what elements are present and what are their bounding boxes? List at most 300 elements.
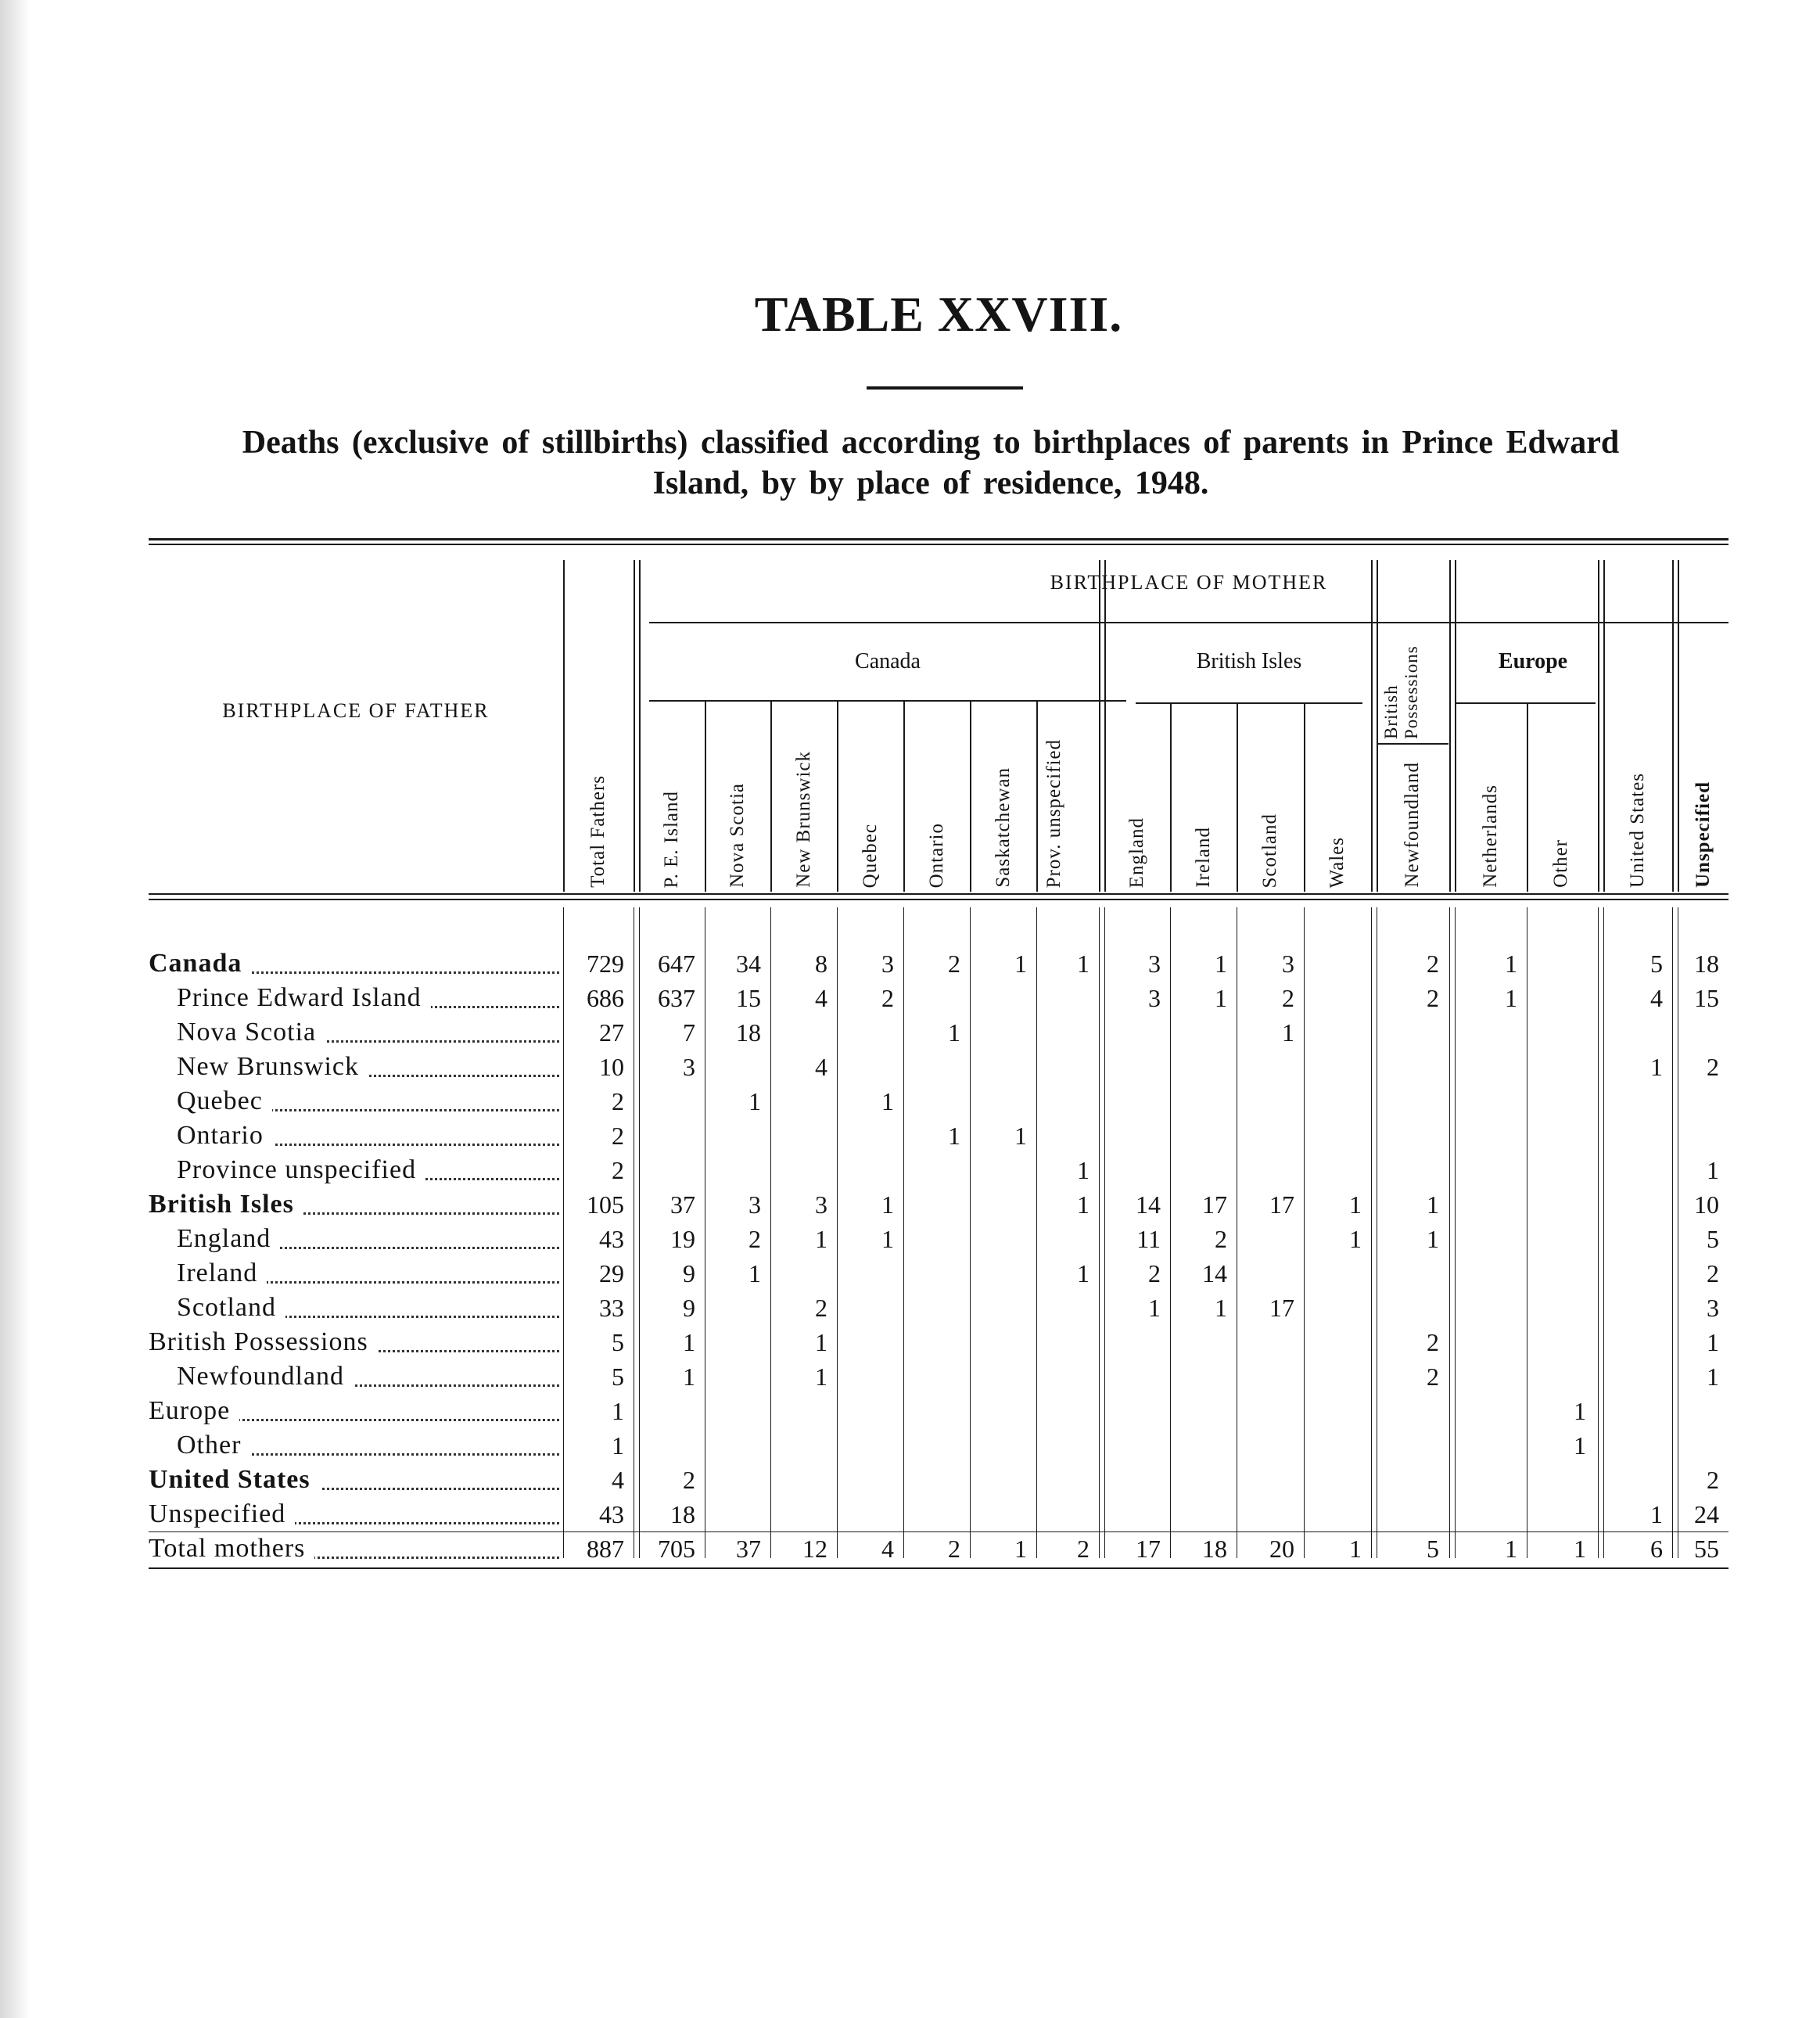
table-row (149, 1497, 1728, 1531)
table-cell: 3 (881, 950, 894, 978)
table-cell: 686 (587, 984, 624, 1012)
table-cell (837, 1428, 903, 1463)
table-cell: 2 (1427, 1328, 1439, 1356)
table-cell (1527, 1050, 1596, 1084)
table-cell (1036, 1119, 1099, 1153)
table-cell (770, 1119, 837, 1153)
table-cell: 887 (587, 1535, 624, 1563)
table-cell (970, 1291, 1036, 1325)
table-cell (903, 981, 970, 1015)
table-cell: 3 (1707, 1294, 1719, 1322)
table-row (149, 1187, 1728, 1222)
table-cell (1104, 1015, 1170, 1050)
table-cell: 3 (1148, 984, 1161, 1012)
table-cell: 10 (1694, 1190, 1719, 1219)
table-cell: 29 (599, 1259, 624, 1287)
table-cell: 10 (599, 1053, 624, 1081)
table-cell (1304, 1463, 1371, 1497)
table-cell: 3 (683, 1053, 695, 1081)
table-cell: 2 (1427, 1363, 1439, 1391)
table-cell: 1 (683, 1328, 695, 1356)
table-cell (837, 1050, 903, 1084)
table-row (149, 1050, 1728, 1084)
table-cell (1603, 1015, 1672, 1050)
table-cell: 1 (1215, 984, 1227, 1012)
table-cell: 2 (1427, 984, 1439, 1012)
table-cell (903, 1359, 970, 1394)
row-label (177, 1359, 559, 1394)
table-cell (1170, 1084, 1237, 1119)
table-cell (1377, 1050, 1448, 1084)
table-cell: 2 (1427, 950, 1439, 978)
table-cell (1603, 1359, 1672, 1394)
column-header-label: Nova Scotia (727, 783, 748, 888)
table-cell (770, 1394, 837, 1428)
table-cell (970, 1084, 1036, 1119)
table-cell: 1 (948, 1122, 960, 1150)
table-cell (1603, 1187, 1672, 1222)
table-cell (1237, 1325, 1304, 1359)
table-cell: 1 (1707, 1156, 1719, 1184)
row-label-text: Canada (149, 949, 251, 978)
table-cell (970, 1497, 1036, 1531)
title-rule (867, 386, 1023, 390)
table-cell (1527, 1119, 1596, 1153)
table-cell (1237, 1119, 1304, 1153)
table-cell (770, 1463, 837, 1497)
table-cell: 18 (1202, 1535, 1227, 1563)
table-cell: 4 (815, 984, 827, 1012)
table-cell: 4 (1650, 984, 1663, 1012)
column-header-0 (563, 684, 634, 888)
column-header-12 (1377, 747, 1448, 888)
table-cell (1304, 1497, 1371, 1531)
table-cell: 14 (1202, 1259, 1227, 1287)
table-cell (970, 1050, 1036, 1084)
table-cell (837, 1497, 903, 1531)
table-cell: 4 (881, 1535, 894, 1563)
column-header-label: Saskatchewan (992, 767, 1014, 888)
table-cell: 14 (1136, 1190, 1161, 1219)
table-cell (1170, 1359, 1237, 1394)
header-bottom-rule (149, 893, 1728, 895)
group-british-isles: British Isles (1196, 649, 1302, 673)
column-header-label: Scotland (1259, 813, 1280, 888)
table-row (149, 1119, 1728, 1153)
table-cell (1603, 1463, 1672, 1497)
table-cell (837, 1325, 903, 1359)
table-row (149, 1394, 1728, 1428)
table-cell: 19 (670, 1225, 695, 1253)
table-cell (1527, 1222, 1596, 1256)
table-cell (837, 1153, 903, 1187)
group-british-possessions-label: British Possessions (1381, 645, 1421, 739)
table-cell: 1 (1505, 950, 1517, 978)
table-cell (1304, 1050, 1371, 1084)
table-cell (1455, 1359, 1527, 1394)
table-cell (1603, 1256, 1672, 1291)
table-cell (1527, 981, 1596, 1015)
table-cell (1036, 1325, 1099, 1359)
table-cell (705, 1359, 770, 1394)
table-row (149, 1256, 1728, 1291)
table-cell: 5 (1650, 950, 1663, 978)
table-cell (903, 1222, 970, 1256)
table-cell (1304, 1119, 1371, 1153)
table-cell: 1 (815, 1328, 827, 1356)
table-cell: 2 (1707, 1053, 1719, 1081)
table-cell (1603, 1153, 1672, 1187)
table-cell: 37 (736, 1535, 761, 1563)
table-cell (1237, 1463, 1304, 1497)
column-separator-double (1672, 560, 1674, 892)
row-label-text: British Isles (149, 1190, 303, 1219)
column-header-11 (1304, 684, 1371, 888)
row-label (177, 1119, 559, 1153)
row-label-text: United States (149, 1465, 320, 1494)
table-cell (1170, 1428, 1237, 1463)
total-row-rule (149, 1531, 1728, 1532)
table-cell: 1 (948, 1018, 960, 1047)
table-cell (770, 1256, 837, 1291)
row-label (149, 946, 559, 981)
table-cell (1104, 1119, 1170, 1153)
table-cell: 20 (1269, 1535, 1294, 1563)
table-cell (1304, 981, 1371, 1015)
table-cell (970, 1153, 1036, 1187)
table-cell: 2 (612, 1087, 624, 1115)
table-cell (639, 1394, 705, 1428)
table-cell (1170, 1463, 1237, 1497)
table-cell: 2 (815, 1294, 827, 1322)
table-cell: 1 (1077, 1190, 1089, 1219)
table-cell (1036, 1463, 1099, 1497)
table-row (149, 1084, 1728, 1119)
table-cell (1455, 1291, 1527, 1325)
table-cell (1237, 1359, 1304, 1394)
table-row (149, 1015, 1728, 1050)
table-caption (149, 422, 1713, 504)
table-cell: 1 (1077, 950, 1089, 978)
table-cell: 17 (1202, 1190, 1227, 1219)
row-label (149, 1187, 559, 1222)
table-cell: 1 (815, 1225, 827, 1253)
column-header-label: New Brunswick (792, 751, 814, 888)
row-label (149, 1463, 559, 1497)
table-cell (705, 1394, 770, 1428)
column-separator-double (1598, 560, 1599, 892)
table-cell (1455, 1187, 1527, 1222)
table-cell: 1 (815, 1363, 827, 1391)
table-cell: 9 (683, 1259, 695, 1287)
table-cell (639, 1119, 705, 1153)
table-cell: 1 (1505, 1535, 1517, 1563)
row-label (177, 1256, 559, 1291)
row-label (177, 1084, 559, 1119)
table-cell (1377, 1119, 1448, 1153)
table-cell (1527, 1084, 1596, 1119)
table-cell (1455, 1325, 1527, 1359)
table-cell: 5 (612, 1328, 624, 1356)
table-cell: 2 (748, 1225, 761, 1253)
table-cell: 2 (881, 984, 894, 1012)
row-label (177, 1222, 559, 1256)
table-cell (903, 1428, 970, 1463)
table-cell: 1 (683, 1363, 695, 1391)
table-cell (1455, 1463, 1527, 1497)
table-cell (1603, 1222, 1672, 1256)
row-label (177, 1015, 559, 1050)
table-cell (1455, 1497, 1527, 1531)
row-label (177, 1153, 559, 1187)
table-cell: 18 (670, 1500, 695, 1528)
column-header-label: United States (1627, 772, 1648, 888)
row-label-text: Nova Scotia (177, 1018, 325, 1047)
table-cell (1377, 1291, 1448, 1325)
column-separator-double (1449, 560, 1451, 892)
table-cell (1237, 1222, 1304, 1256)
table-cell: 7 (683, 1018, 695, 1047)
table-cell (1170, 1497, 1237, 1531)
table-cell: 1 (1014, 1122, 1027, 1150)
father-header: BIRTHPLACE OF FATHER (222, 699, 490, 722)
table-cell: 1 (1077, 1259, 1089, 1287)
row-label-text: Quebec (177, 1086, 272, 1115)
table-cell (1237, 1153, 1304, 1187)
table-cell: 1 (1574, 1535, 1586, 1563)
table-cell: 34 (736, 950, 761, 978)
table-cell (1377, 1153, 1448, 1187)
table-cell (970, 1325, 1036, 1359)
table-cell (970, 1222, 1036, 1256)
table-cell (903, 1497, 970, 1531)
table-cell (1377, 1015, 1448, 1050)
table-cell: 3 (1282, 950, 1294, 978)
row-label (149, 1497, 559, 1531)
table-cell: 11 (1136, 1225, 1161, 1253)
table-cell (1455, 1015, 1527, 1050)
table-cell (1104, 1153, 1170, 1187)
column-header-label: Netherlands (1480, 785, 1501, 888)
table-cell (1455, 1084, 1527, 1119)
table-cell: 1 (1349, 1535, 1362, 1563)
row-label-text: Province unspecified (177, 1155, 425, 1184)
column-header-label: England (1126, 817, 1147, 888)
table-cell (1036, 1084, 1099, 1119)
table-cell: 17 (1269, 1294, 1294, 1322)
table-cell: 2 (683, 1466, 695, 1494)
table-cell (1237, 1394, 1304, 1428)
column-header-13 (1455, 684, 1527, 888)
table-cell (1527, 1497, 1596, 1531)
table-cell (837, 1291, 903, 1325)
table-cell: 1 (1282, 1018, 1294, 1047)
table-row (149, 1222, 1728, 1256)
table-cell (1304, 1256, 1371, 1291)
top-rule (149, 538, 1728, 540)
table-cell: 4 (815, 1053, 827, 1081)
table-cell: 6 (1650, 1535, 1663, 1563)
column-header-3 (770, 684, 837, 888)
table-cell (1527, 1325, 1596, 1359)
table-cell (903, 1463, 970, 1497)
table-cell (1603, 1394, 1672, 1428)
header-bottom-rule-2 (149, 899, 1728, 900)
table-cell: 2 (612, 1122, 624, 1150)
group-europe: Europe (1498, 649, 1568, 673)
table-cell: 1 (748, 1087, 761, 1115)
mother-header: BIRTHPLACE OF MOTHER (1050, 571, 1328, 594)
table-cell: 1 (1014, 950, 1027, 978)
table-cell: 33 (599, 1294, 624, 1322)
table-cell (1304, 1084, 1371, 1119)
bottom-rule (149, 1567, 1728, 1569)
caption-line-1: Deaths (exclusive of stillbirths) classified according to birthplaces of parents in Prince Edward (242, 425, 1620, 461)
table-cell (1527, 1153, 1596, 1187)
table-cell (1455, 1050, 1527, 1084)
column-header-label: Total Fathers (587, 775, 608, 888)
table-cell (639, 1428, 705, 1463)
table-cell: 2 (1215, 1225, 1227, 1253)
mother-header-rule (649, 622, 1728, 623)
column-header-15 (1603, 684, 1672, 888)
table-cell (1036, 1015, 1099, 1050)
table-cell: 1 (1427, 1190, 1439, 1219)
table-cell (1527, 946, 1596, 981)
table-cell (1455, 1153, 1527, 1187)
table-cell: 729 (587, 950, 624, 978)
table-cell: 4 (612, 1466, 624, 1494)
table-cell (1304, 1325, 1371, 1359)
table-cell: 1 (1077, 1156, 1089, 1184)
table-cell (1527, 1291, 1596, 1325)
table-cell: 5 (612, 1363, 624, 1391)
table-cell (1104, 1359, 1170, 1394)
table-cell: 5 (1427, 1535, 1439, 1563)
table-cell (837, 1119, 903, 1153)
column-header-label: Newfoundland (1402, 762, 1423, 888)
table-cell (970, 1463, 1036, 1497)
group-canada: Canada (855, 649, 921, 673)
table-cell (770, 1015, 837, 1050)
table-cell (1170, 1050, 1237, 1084)
table-cell: 55 (1694, 1535, 1719, 1563)
table-cell: 15 (1694, 984, 1719, 1012)
table-cell (770, 1428, 837, 1463)
table-cell (1527, 1015, 1596, 1050)
table-cell (1036, 1050, 1099, 1084)
table-cell (770, 1084, 837, 1119)
table-cell (1036, 1497, 1099, 1531)
table-cell (1603, 1325, 1672, 1359)
table-cell (639, 1153, 705, 1187)
table-cell (1304, 1015, 1371, 1050)
table-cell (1036, 981, 1099, 1015)
column-header-10 (1237, 684, 1304, 888)
table-cell (1455, 1394, 1527, 1428)
table-cell: 1 (612, 1397, 624, 1425)
table-cell: 2 (1707, 1466, 1719, 1494)
table-cell (1104, 1050, 1170, 1084)
table-cell: 1 (1574, 1431, 1586, 1460)
table-cell: 2 (612, 1156, 624, 1184)
table-cell: 1 (1349, 1190, 1362, 1219)
table-cell (1603, 1428, 1672, 1463)
row-label-text: Other (177, 1431, 250, 1460)
column-separator-double (634, 560, 635, 892)
table-cell (1036, 1394, 1099, 1428)
table-cell (837, 1015, 903, 1050)
table-cell: 15 (736, 984, 761, 1012)
table-cell (1104, 1428, 1170, 1463)
table-cell (1237, 1084, 1304, 1119)
table-cell: 1 (881, 1087, 894, 1115)
table-cell: 1 (612, 1431, 624, 1460)
row-label-text: British Possessions (149, 1327, 378, 1356)
table-cell: 647 (658, 950, 695, 978)
table-cell (1304, 1291, 1371, 1325)
table-cell: 27 (599, 1018, 624, 1047)
table-row (149, 1291, 1728, 1325)
column-header-9 (1170, 684, 1237, 888)
table-cell (1377, 1497, 1448, 1531)
table-cell (1377, 1256, 1448, 1291)
table-cell (1304, 1153, 1371, 1187)
table-cell (970, 1015, 1036, 1050)
table-row (149, 1325, 1728, 1359)
column-header-label: Other (1550, 839, 1571, 888)
table-cell: 3 (748, 1190, 761, 1219)
table-cell (970, 1394, 1036, 1428)
table-cell (1104, 1325, 1170, 1359)
table-cell: 8 (815, 950, 827, 978)
row-label (177, 1291, 559, 1325)
row-label-text: Prince Edward Island (177, 983, 431, 1012)
table-cell (1036, 1428, 1099, 1463)
data-table (149, 532, 1728, 1588)
table-cell (837, 1394, 903, 1428)
table-cell: 1 (1650, 1500, 1663, 1528)
table-cell: 17 (1136, 1535, 1161, 1563)
table-cell (1170, 1153, 1237, 1187)
row-label-text: Total mothers (149, 1534, 314, 1563)
table-cell (903, 1325, 970, 1359)
row-label (177, 1050, 559, 1084)
table-cell (1678, 1394, 1728, 1428)
row-label-text: Ireland (177, 1259, 267, 1287)
table-cell (903, 1187, 970, 1222)
table-cell (1527, 1359, 1596, 1394)
table-cell (1527, 1187, 1596, 1222)
column-header-1 (639, 684, 705, 888)
table-cell (705, 1291, 770, 1325)
row-label-text: New Brunswick (177, 1052, 368, 1081)
column-header-label: Quebec (859, 823, 881, 888)
table-cell: 24 (1694, 1500, 1719, 1528)
table-cell (1455, 1428, 1527, 1463)
table-cell (1527, 1463, 1596, 1497)
table-cell: 1 (881, 1225, 894, 1253)
table-row (149, 946, 1728, 981)
row-label-text: Scotland (177, 1293, 285, 1322)
table-cell (1170, 1119, 1237, 1153)
table-cell: 2 (1282, 984, 1294, 1012)
table-row (149, 1531, 1728, 1566)
column-header-7 (1036, 684, 1099, 888)
table-cell (1377, 1084, 1448, 1119)
table-cell: 2 (948, 950, 960, 978)
table-row (149, 1359, 1728, 1394)
